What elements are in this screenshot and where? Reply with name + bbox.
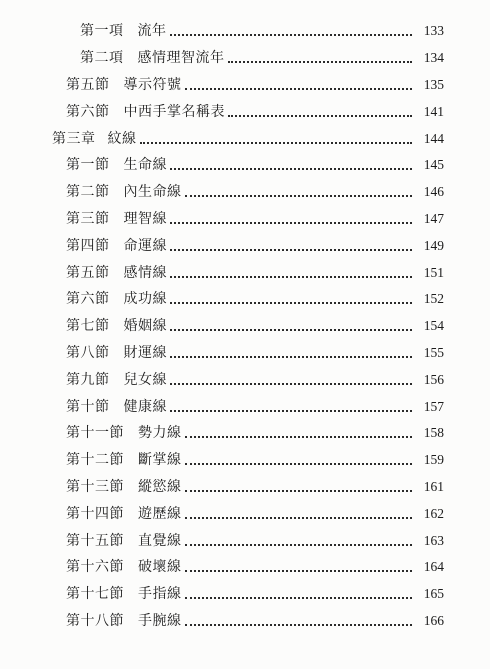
toc-entry-title: 財運線 (123, 344, 167, 361)
toc-entry-number: 第十七節 (66, 586, 124, 603)
dot-leader (185, 570, 413, 572)
toc-entry-title: 紋線 (107, 130, 137, 147)
toc-entry-title: 中西手掌名稱表 (123, 103, 225, 120)
dot-leader (170, 410, 412, 412)
toc-entry-number: 第一節 (66, 157, 110, 174)
toc-entry-title: 直覺線 (138, 532, 182, 549)
toc-entry-page-number: 133 (423, 23, 444, 39)
toc-entry-number: 第十五節 (66, 532, 124, 549)
toc-entry-page-number: 155 (423, 344, 444, 360)
toc-entry-title: 內生命線 (123, 184, 182, 201)
toc-entry-title: 導示符號 (123, 76, 182, 93)
toc-entry-number: 第十一節 (66, 425, 124, 442)
toc-entry-title: 斷掌線 (138, 452, 182, 469)
toc-entry (0, 527, 490, 554)
toc-entry-page-number: 162 (423, 505, 444, 521)
toc-entry-title: 手腕線 (138, 612, 182, 629)
toc-entry (0, 447, 490, 474)
toc-entry-page-number: 152 (423, 291, 444, 307)
toc-entry-number: 第十八節 (66, 612, 124, 629)
toc-entry-title: 縱慾線 (138, 478, 182, 495)
toc-entry-page-number: 161 (423, 478, 444, 494)
toc-entry (0, 286, 490, 313)
toc-entry-title: 感情線 (123, 264, 167, 281)
toc-entry-page-number: 151 (423, 264, 444, 280)
dot-leader (170, 302, 412, 304)
toc-entry-number: 第五節 (66, 264, 110, 281)
dot-leader (185, 436, 413, 438)
toc-entry-page-number: 149 (423, 237, 444, 253)
toc-entry (0, 18, 490, 45)
toc-entry (0, 500, 490, 527)
dot-leader (185, 517, 413, 519)
toc-entry (0, 45, 490, 72)
toc-entry-title: 感情理智流年 (137, 50, 225, 67)
toc-entry-title: 成功線 (123, 291, 167, 308)
toc-entry-number: 第五節 (66, 76, 110, 93)
dot-leader (170, 222, 412, 224)
dot-leader (185, 624, 413, 626)
toc-entry-title: 兒女線 (123, 371, 167, 388)
toc-entry-page-number: 164 (423, 559, 444, 575)
toc-entry-title: 健康線 (123, 398, 167, 415)
toc-entry (0, 152, 490, 179)
toc-entry (0, 366, 490, 393)
toc-entry-number: 第十節 (66, 398, 110, 415)
dot-leader (185, 544, 413, 546)
toc-entry (0, 608, 490, 635)
dot-leader (170, 356, 412, 358)
toc-entry-title: 命運線 (123, 237, 167, 254)
toc-entry (0, 232, 490, 259)
toc-entry (0, 206, 490, 233)
toc-entry-title: 遊歷線 (138, 505, 182, 522)
toc-entry-page-number: 156 (423, 371, 444, 387)
toc-entry (0, 179, 490, 206)
toc-entry-title: 勢力線 (138, 425, 182, 442)
toc-entry-number: 第二項 (80, 50, 124, 67)
toc-entry-title: 流年 (137, 23, 167, 40)
dot-leader (140, 142, 413, 144)
toc-entry (0, 420, 490, 447)
toc-entry-number: 第四節 (66, 237, 110, 254)
toc-entry-title: 手指線 (138, 586, 182, 603)
toc-entry-number: 第一項 (80, 23, 124, 40)
dot-leader (185, 88, 413, 90)
toc-entry (0, 259, 490, 286)
dot-leader (185, 597, 413, 599)
toc-entry (0, 340, 490, 367)
toc-entry (0, 581, 490, 608)
toc-entry (0, 554, 490, 581)
toc-entry-page-number: 163 (423, 532, 444, 548)
toc-entry-number: 第六節 (66, 103, 110, 120)
toc-entry-page-number: 146 (423, 184, 444, 200)
toc-entry-title: 婚姻線 (123, 318, 167, 335)
toc-entry (0, 474, 490, 501)
toc-entry-page-number: 157 (423, 398, 444, 414)
dot-leader (170, 383, 412, 385)
toc-entry-number: 第七節 (66, 318, 110, 335)
toc-entry-page-number: 147 (423, 210, 444, 226)
toc-entry (0, 313, 490, 340)
dot-leader (185, 490, 413, 492)
table-of-contents (0, 18, 490, 634)
toc-entry-number: 第十三節 (66, 478, 124, 495)
toc-entry-number: 第十四節 (66, 505, 124, 522)
toc-entry-number: 第三章 (52, 130, 96, 147)
toc-entry-title: 理智線 (123, 210, 167, 227)
toc-entry-number: 第十二節 (66, 452, 124, 469)
toc-entry-number: 第八節 (66, 344, 110, 361)
dot-leader (185, 463, 413, 465)
dot-leader (228, 61, 413, 63)
dot-leader (228, 115, 412, 117)
toc-entry-number: 第三節 (66, 210, 110, 227)
toc-entry-page-number: 165 (423, 586, 444, 602)
toc-entry (0, 72, 490, 99)
toc-entry (0, 98, 490, 125)
toc-entry-page-number: 166 (423, 612, 444, 628)
toc-entry-number: 第十六節 (66, 559, 124, 576)
toc-entry-number: 第六節 (66, 291, 110, 308)
toc-entry-title: 生命線 (123, 157, 167, 174)
toc-entry (0, 125, 490, 152)
toc-entry-number: 第九節 (66, 371, 110, 388)
toc-entry-page-number: 135 (423, 76, 444, 92)
toc-entry-page-number: 144 (423, 130, 444, 146)
dot-leader (170, 329, 412, 331)
toc-entry-page-number: 134 (423, 50, 444, 66)
toc-entry-page-number: 158 (423, 425, 444, 441)
toc-entry-page-number: 159 (423, 452, 444, 468)
toc-entry-number: 第二節 (66, 184, 110, 201)
toc-entry-page-number: 141 (423, 103, 444, 119)
dot-leader (185, 195, 413, 197)
toc-entry-page-number: 154 (423, 318, 444, 334)
dot-leader (170, 276, 412, 278)
toc-entry-page-number: 145 (423, 157, 444, 173)
dot-leader (170, 249, 412, 251)
dot-leader (170, 34, 413, 36)
dot-leader (170, 168, 412, 170)
toc-entry (0, 393, 490, 420)
toc-entry-title: 破壞線 (138, 559, 182, 576)
